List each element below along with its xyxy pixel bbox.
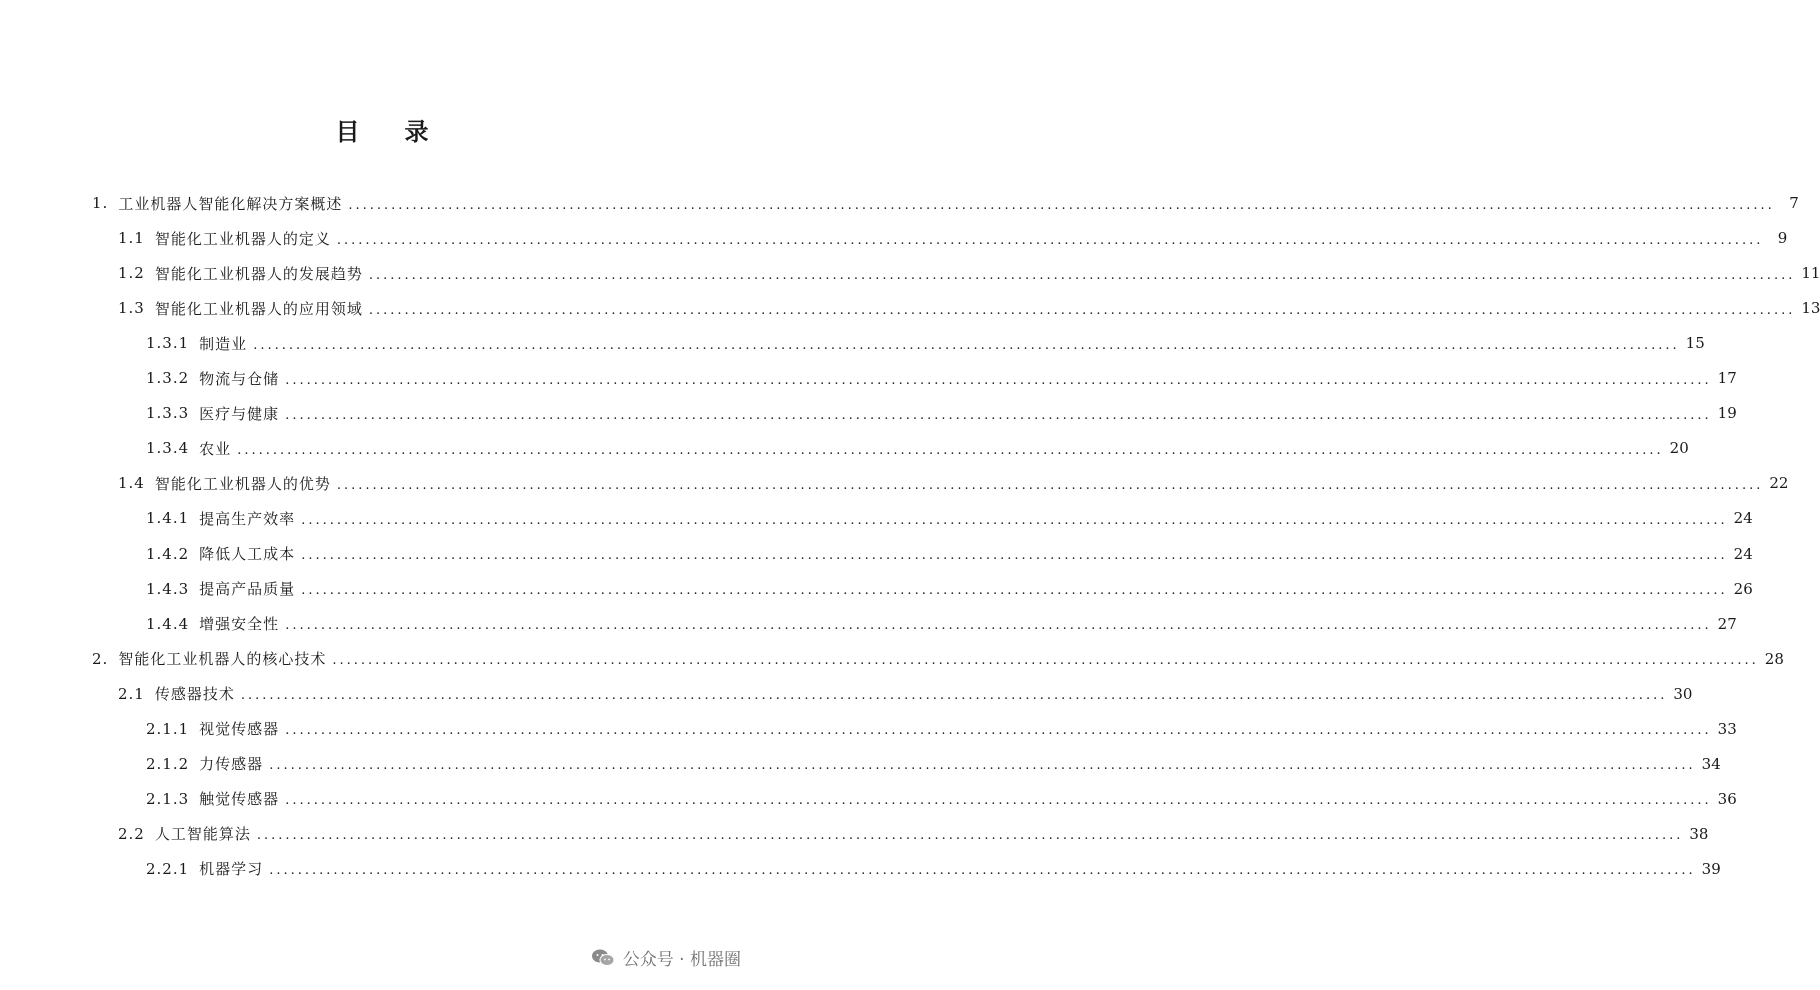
toc-entry-number: 1. — [92, 194, 109, 212]
toc-entry-number: 1.4.1 — [146, 509, 190, 528]
toc-entry-number: 1.4 — [118, 474, 145, 493]
toc-entry-page: 24 — [1733, 544, 1753, 563]
toc-entry-number: 1.3 — [118, 299, 145, 318]
toc-entry[interactable] — [92, 644, 1784, 674]
toc-entry-title: 提高产品质量 — [199, 580, 296, 599]
toc-entry[interactable] — [118, 468, 1789, 498]
toc-entry-title: 工业机器人智能化解决方案概述 — [118, 194, 343, 213]
toc-entry-number: 2.2.1 — [146, 859, 190, 878]
toc-leader-dots: ........................................................................................................................................................................................................ — [336, 232, 1764, 248]
toc-leader-dots: ........................................................................................................................................................................................................ — [336, 477, 1764, 493]
toc-entry[interactable] — [146, 433, 1689, 463]
toc-entry-title: 力传感器 — [199, 755, 264, 774]
toc-entry-page: 11 — [1801, 264, 1820, 283]
toc-leader-dots: ........................................................................................................................................................................................................ — [269, 758, 1696, 774]
toc-leader-dots: ........................................................................................................................................................................................................ — [285, 793, 1712, 809]
toc-leader-dots: ........................................................................................................................................................................................................ — [368, 267, 1796, 283]
toc-leader-dots: ........................................................................................................................................................................................................ — [256, 828, 1684, 844]
toc-entry-number: 2.2 — [118, 824, 145, 843]
toc-entry-page: 7 — [1789, 194, 1799, 212]
toc-entry-number: 1.3.3 — [146, 404, 190, 423]
toc-entry-page: 27 — [1717, 614, 1737, 633]
toc-entry-number: 2.1.1 — [146, 719, 190, 738]
wechat-icon — [591, 948, 615, 968]
toc-entry-page: 36 — [1717, 789, 1737, 808]
toc-entry-number: 1.3.4 — [146, 439, 190, 458]
toc-entry-page: 19 — [1717, 404, 1737, 423]
toc-entry[interactable] — [146, 363, 1737, 393]
toc-leader-dots: ........................................................................................................................................................................................................ — [240, 688, 1668, 704]
toc-entry-page: 39 — [1701, 859, 1721, 878]
watermark — [591, 945, 741, 970]
toc-entry-page: 22 — [1769, 474, 1789, 493]
toc-entry-title: 智能化工业机器人的发展趋势 — [154, 264, 363, 283]
toc-entry[interactable] — [146, 609, 1737, 639]
toc-entry-page: 34 — [1701, 754, 1721, 773]
page-title — [0, 112, 765, 147]
toc-entry-title: 农业 — [199, 439, 232, 458]
toc-entry-title: 制造业 — [199, 334, 248, 353]
toc-leader-dots: ........................................................................................................................................................................................................ — [253, 337, 1680, 353]
toc-entry[interactable] — [146, 714, 1737, 744]
toc-entry-number: 1.4.3 — [146, 579, 190, 598]
toc-entry-number: 2.1.3 — [146, 789, 190, 808]
toc-leader-dots: ........................................................................................................................................................................................................ — [368, 302, 1796, 318]
toc-leader-dots: ........................................................................................................................................................................................................ — [285, 407, 1712, 423]
toc-entry-number: 2.1 — [118, 684, 145, 703]
toc-entry-title: 机器学习 — [199, 860, 264, 879]
toc-entry-page: 24 — [1733, 509, 1753, 528]
toc-entry[interactable] — [118, 258, 1820, 288]
toc-entry-title: 增强安全性 — [199, 615, 280, 634]
toc-leader-dots: ........................................................................................................................................................................................................ — [285, 372, 1712, 388]
toc-entry[interactable] — [146, 574, 1753, 604]
toc-entry-page: 30 — [1673, 684, 1693, 703]
toc-entry-number: 1.1 — [118, 229, 145, 248]
toc-leader-dots: ........................................................................................................................................................................................................ — [285, 618, 1712, 634]
title-char-1: 目 — [335, 118, 361, 146]
title-char-2: 录 — [404, 118, 430, 146]
toc-entry-title: 智能化工业机器人的定义 — [154, 229, 331, 248]
toc-entry[interactable] — [146, 854, 1721, 884]
toc-entry[interactable] — [118, 223, 1788, 253]
toc-leader-dots: ........................................................................................................................................................................................................ — [301, 512, 1728, 528]
toc-entry-number: 1.3.2 — [146, 369, 190, 388]
toc-entry-title: 智能化工业机器人的应用领域 — [154, 299, 363, 318]
toc-entry[interactable] — [146, 503, 1753, 533]
toc-leader-dots: ........................................................................................................................................................................................................ — [237, 442, 1664, 458]
toc-entry-number: 1.4.4 — [146, 614, 190, 633]
toc-entry-number: 2.1.2 — [146, 754, 190, 773]
toc-entry-title: 降低人工成本 — [199, 545, 296, 563]
toc-entry-number: 1.4.2 — [146, 544, 190, 563]
toc-entry-page: 9 — [1777, 229, 1788, 248]
toc-entry[interactable] — [146, 539, 1753, 569]
toc-entry-title: 触觉传感器 — [199, 790, 280, 809]
toc-entry-title: 人工智能算法 — [154, 825, 251, 844]
toc-entry-page: 13 — [1801, 299, 1820, 318]
toc-entry-title: 传感器技术 — [154, 685, 235, 704]
toc-entry-page: 33 — [1717, 719, 1737, 738]
toc-entry-page: 15 — [1685, 334, 1705, 353]
toc-entry-page: 28 — [1764, 649, 1784, 668]
toc-entry-title: 智能化工业机器人的优势 — [154, 474, 331, 493]
toc-entry-page: 38 — [1689, 824, 1709, 843]
toc-entry-title: 物流与仓储 — [199, 369, 280, 388]
toc-entry-number: 1.2 — [118, 264, 145, 283]
toc-entry[interactable] — [92, 188, 1799, 218]
toc-leader-dots: ........................................................................................................................................................................................................ — [301, 548, 1728, 563]
watermark-text: 公众号 · 机器圈 — [622, 950, 741, 970]
toc-entry[interactable] — [146, 328, 1705, 358]
toc-entry-title: 智能化工业机器人的核心技术 — [118, 650, 327, 669]
toc-entry[interactable] — [146, 398, 1737, 428]
toc-entry[interactable] — [146, 784, 1737, 814]
toc-entry[interactable] — [118, 819, 1709, 849]
toc-entry-page: 20 — [1669, 439, 1689, 458]
toc-leader-dots: ........................................................................................................................................................................................................ — [348, 197, 1775, 213]
toc-entry-number: 2. — [92, 649, 109, 668]
toc-entry[interactable] — [146, 749, 1721, 779]
toc-entry-number: 1.3.1 — [146, 334, 190, 353]
toc-entry-title: 视觉传感器 — [199, 720, 280, 739]
toc-entry[interactable] — [118, 293, 1820, 323]
toc-entry[interactable] — [118, 679, 1693, 709]
toc-leader-dots: ........................................................................................................................................................................................................ — [332, 653, 1759, 669]
toc-leader-dots: ........................................................................................................................................................................................................ — [301, 583, 1728, 599]
toc-entry-page: 26 — [1733, 579, 1753, 598]
toc-leader-dots: ........................................................................................................................................................................................................ — [269, 863, 1696, 879]
toc-entry-title: 医疗与健康 — [199, 404, 280, 423]
toc-leader-dots: ........................................................................................................................................................................................................ — [285, 723, 1712, 739]
toc-entry-title: 提高生产效率 — [199, 509, 296, 528]
toc-entry-page: 17 — [1717, 369, 1737, 388]
